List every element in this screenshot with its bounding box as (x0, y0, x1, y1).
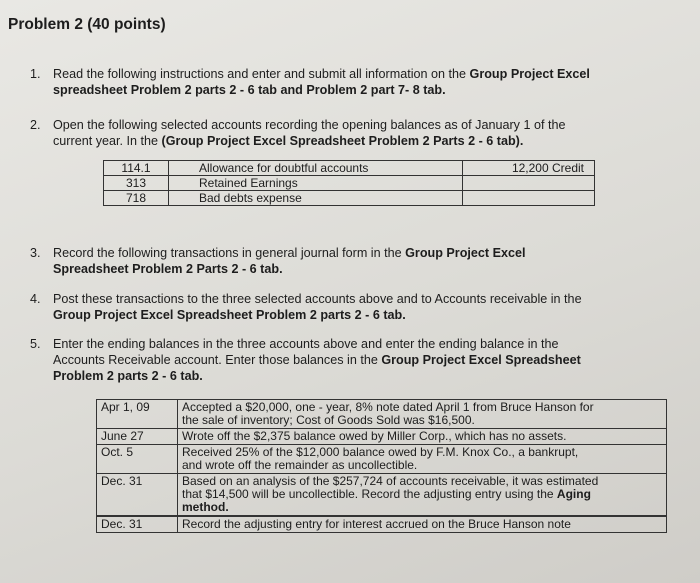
account-row (104, 191, 595, 206)
text-segment: the sale of inventory; Cost of Goods Sold was $16,500. (182, 413, 475, 427)
instruction-text (53, 291, 582, 323)
text-segment: Post these transactions to the three selected accounts above and to Accounts receivable in the (53, 292, 582, 306)
text-segment: and wrote off the remainder as uncollectible. (182, 458, 418, 472)
transaction-date: Dec. 31 (97, 474, 178, 517)
account-balance (463, 176, 595, 191)
text-segment: that $14,500 will be uncollectible. Record the adjusting entry using the (182, 487, 557, 501)
bold-text: Aging (556, 487, 591, 501)
bold-text: spreadsheet Problem 2 parts 2 - 6 tab and Problem 2 part 7- 8 tab. (53, 83, 446, 97)
account-balance (463, 191, 595, 206)
bold-text: Problem 2 parts 2 - 6 tab. (53, 369, 203, 383)
text-segment: Read the following instructions and enter and submit all information on the (53, 67, 470, 81)
text-line (182, 488, 662, 501)
instruction-text (53, 336, 581, 384)
instruction-number: 5. (30, 337, 41, 351)
problem-title: Problem 2 (40 points) (8, 16, 166, 33)
transaction-date: Oct. 5 (97, 445, 178, 474)
instruction-text (53, 66, 590, 98)
text-line (53, 261, 526, 277)
text-segment: Wrote off the $2,375 balance owed by Miller Corp., which has no assets. (182, 429, 567, 443)
instruction-number: 3. (30, 246, 41, 260)
bold-text: (Group Project Excel Spreadsheet Problem 2 Parts 2 - 6 tab). (161, 134, 524, 148)
transactions-table (96, 399, 667, 533)
bold-text: Group Project Excel Spreadsheet (381, 353, 581, 367)
text-line (182, 430, 662, 443)
text-line (182, 414, 662, 427)
account-code: 313 (104, 176, 169, 191)
transaction-date: June 27 (97, 429, 178, 445)
bold-text: Spreadsheet Problem 2 Parts 2 - 6 tab. (53, 262, 283, 276)
text-segment: Record the following transactions in general journal form in the (53, 246, 406, 260)
text-segment: current year. In the (53, 134, 162, 148)
text-segment: Open the following selected accounts recording the opening balances as of January 1 of the (53, 118, 566, 132)
text-line (53, 117, 565, 133)
text-line (53, 66, 590, 82)
accounts-table (103, 160, 595, 206)
transaction-description (178, 400, 667, 429)
account-code: 718 (104, 191, 169, 206)
instruction-number: 1. (30, 67, 41, 81)
transaction-description (178, 474, 667, 517)
transaction-row (97, 445, 667, 474)
instruction-number: 2. (30, 118, 41, 132)
text-line (182, 501, 662, 514)
text-segment: Received 25% of the $12,000 balance owed by F.M. Knox Co., a bankrupt, (182, 445, 579, 459)
account-name: Allowance for doubtful accounts (169, 161, 463, 176)
bold-text: method. (182, 500, 229, 514)
instruction-number: 4. (30, 292, 41, 306)
text-segment: Accounts Receivable account. Enter those balances in the (53, 353, 382, 367)
bold-text: Group Project Excel (405, 246, 526, 260)
account-row (104, 161, 595, 176)
instruction-text (53, 117, 565, 149)
text-line (53, 245, 526, 261)
text-line (53, 133, 565, 149)
account-name: Retained Earnings (169, 176, 463, 191)
account-code: 114.1 (104, 161, 169, 176)
text-segment: Accepted a $20,000, one - year, 8% note dated April 1 from Bruce Hanson for (182, 400, 594, 414)
text-line (182, 459, 662, 472)
text-segment: Enter the ending balances in the three accounts above and enter the ending balance in the (53, 337, 559, 351)
text-segment: Based on an analysis of the $257,724 of accounts receivable, it was estimated (182, 474, 599, 488)
instruction-text (53, 245, 526, 277)
text-line (53, 368, 581, 384)
text-line (53, 82, 590, 98)
transaction-description (178, 516, 667, 533)
bold-text: Group Project Excel (469, 67, 590, 81)
account-balance: 12,200 Credit (463, 161, 595, 176)
transaction-row (97, 516, 667, 533)
transaction-description (178, 445, 667, 474)
text-line (53, 352, 581, 368)
transaction-row (97, 429, 667, 445)
bold-text: Group Project Excel Spreadsheet Problem 2 parts 2 - 6 tab. (53, 308, 406, 322)
text-line (53, 307, 582, 323)
text-line (53, 336, 581, 352)
text-line (182, 518, 662, 531)
transaction-date: Dec. 31 (97, 516, 178, 533)
transaction-description (178, 429, 667, 445)
transaction-date: Apr 1, 09 (97, 400, 178, 429)
transaction-row (97, 474, 667, 517)
transaction-row (97, 400, 667, 429)
account-name: Bad debts expense (169, 191, 463, 206)
text-segment: Record the adjusting entry for interest accrued on the Bruce Hanson note (182, 517, 571, 531)
text-line (53, 291, 582, 307)
account-row (104, 176, 595, 191)
